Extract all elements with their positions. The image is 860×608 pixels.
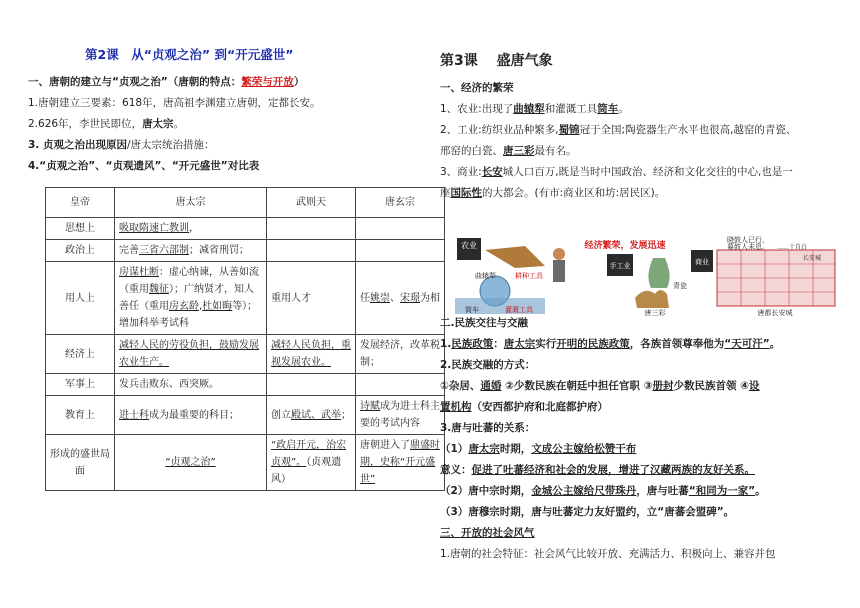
cell: 减轻人民负担，重视发展农业。	[267, 335, 356, 374]
svg-text:唐三彩: 唐三彩	[644, 309, 666, 316]
economy-heading: 一、经济的繁荣	[440, 82, 514, 94]
lesson3-title: 第3课 盛唐气象	[440, 53, 553, 69]
table-row	[46, 374, 445, 396]
cell: “政启开元，治宏贞观”。（贞观遗风）	[267, 435, 356, 491]
cell	[356, 240, 445, 262]
cell: 减轻人民的劳役负担，鼓励发展农业生产。	[115, 335, 267, 374]
cell	[356, 374, 445, 396]
plow-icon	[485, 246, 545, 268]
tubo-2: （2）唐中宗时期，金城公主嫁给尺带珠丹，唐与吐蕃“和同为一家”。	[440, 485, 766, 497]
svg-text:耕种工具: 耕种工具	[515, 272, 543, 280]
cell	[267, 218, 356, 240]
cell: 唐朝进入了鼎盛时期，史称“开元盛世”	[356, 435, 445, 491]
society-heading: 三、开放的社会风气	[440, 527, 535, 539]
cell: 重用人才	[267, 262, 356, 335]
economy-banner: 经济繁荣，发展迅速	[584, 241, 666, 251]
economy-illustration	[455, 236, 847, 316]
economy-industry: 2、工业:纺织业品种繁多,蜀锦冠于全国;陶瓷器生产水平也很高,越窑的青瓷、	[440, 124, 797, 136]
header-taizong: 唐太宗	[115, 188, 267, 218]
economy-agri: 1、农业:出现了曲辕犁和灌溉工具筒车。	[440, 103, 629, 115]
economy-illustration-svg	[455, 236, 847, 316]
cell: 完善三省六部制；减省刑罚；	[115, 240, 267, 262]
svg-text:晓鼓人已行，: 晓鼓人已行，	[727, 236, 769, 244]
comparison-table	[45, 187, 445, 491]
tag-industry: 手工业	[609, 262, 631, 270]
point-1: 1.唐朝建立三要素：618年，唐高祖李渊建立唐朝，定都长安。	[28, 97, 321, 109]
lesson2-title: 第2课 从“贞观之治” 到“开元盛世”	[85, 47, 294, 62]
section1-heading: 一、唐朝的建立与“贞观之治”（唐朝的特点：繁荣与开放）	[28, 76, 305, 88]
svg-text:曲辕犁: 曲辕犁	[475, 272, 496, 280]
ethnic-heading: 二.民族交往与交融	[440, 317, 528, 329]
cell: 诗赋成为进士科主要的考试内容	[356, 396, 445, 435]
svg-text:……十自白: ……十自白	[777, 244, 808, 251]
svg-text:暮鼓人未息。: 暮鼓人未息。	[727, 243, 769, 251]
row-label: 用人上	[46, 262, 115, 335]
cell	[267, 240, 356, 262]
row-label: 教育上	[46, 396, 115, 435]
economy-commerce-2: 座国际性的大都会。(有市:商业区和坊:居民区)。	[440, 187, 666, 199]
ethnic-ways-2: 置机构（安西都护府和北庭都护府）	[440, 401, 608, 413]
cell: 进士科成为最重要的科目；	[115, 396, 267, 435]
svg-text:长安城: 长安城	[803, 255, 822, 262]
tubo-heading: 3.唐与吐蕃的关系：	[440, 422, 536, 434]
cell	[356, 218, 445, 240]
point-3: 3. 贞观之治出现原因/唐太宗统治措施：	[28, 139, 215, 151]
table-row	[46, 218, 445, 240]
cell	[267, 374, 356, 396]
point-2: 2.626年，李世民即位，唐太宗。	[28, 118, 185, 130]
cell: 任姚崇、宋璟为相	[356, 262, 445, 335]
table-row	[46, 262, 445, 335]
table-row	[46, 240, 445, 262]
tubo-significance: 意义：促进了吐蕃经济和社会的发展，增进了汉藏两族的友好关系。	[440, 464, 755, 476]
tag-commerce: 商业	[695, 258, 709, 266]
header-xuanzong: 唐玄宗	[356, 188, 445, 218]
row-label: 思想上	[46, 218, 115, 240]
cell: 创立殿试、武举；	[267, 396, 356, 435]
svg-text:唐都长安城: 唐都长安城	[757, 309, 793, 316]
row-label: 军事上	[46, 374, 115, 396]
svg-text:筒车: 筒车	[465, 306, 479, 314]
tubo-1: （1）唐太宗时期，文成公主嫁给松赞干布	[440, 443, 637, 455]
tag-agri: 农业	[461, 241, 477, 250]
point-4: 4.“贞观之治”、“贞观遗风”、“开元盛世”对比表	[28, 160, 260, 172]
table-row	[46, 435, 445, 491]
svg-text:青瓷: 青瓷	[673, 282, 687, 290]
cell: “贞观之治”	[115, 435, 267, 491]
camel-figure-icon	[635, 290, 669, 308]
header-wuzetian: 武则天	[267, 188, 356, 218]
cell: 发兵击败东、西突厥。	[115, 374, 267, 396]
header-emperor: 皇帝	[46, 188, 115, 218]
cell: 发展经济，改革税制；	[356, 335, 445, 374]
svg-text:灌溉工具: 灌溉工具	[505, 306, 533, 314]
tubo-3: （3）唐穆宗时期，唐与吐蕃定力友好盟约，立“唐蕃会盟碑”。	[440, 506, 735, 518]
celadon-vase-icon	[648, 258, 669, 288]
table-row	[46, 396, 445, 435]
table-row	[46, 335, 445, 374]
ethnic-ways-heading: 2.民族交融的方式：	[440, 359, 536, 371]
ethnic-policy: 1.民族政策：唐太宗实行开明的民族政策，各族首领尊奉他为“天可汗”。	[440, 338, 781, 350]
society-1: 1.唐朝的社会特征：社会风气比较开放、充满活力、积极向上、兼容并包	[440, 548, 776, 560]
economy-industry-2: 邢窑的白瓷、唐三彩最有名。	[440, 145, 577, 157]
row-label: 形成的盛世局面	[46, 435, 115, 491]
row-label: 经济上	[46, 335, 115, 374]
table-header-row	[46, 188, 445, 218]
cell: 房谋杜断：虚心纳谏，从善如流（重用魏征）；广纳贤才，知人善任（重用房玄龄,杜如晦等）；增加科举考试科	[115, 262, 267, 335]
cell: 吸取隋速亡教训，	[115, 218, 267, 240]
ethnic-ways: ①杂居、通婚 ②少数民族在朝廷中担任官职 ③册封少数民族首领 ④设	[440, 380, 760, 392]
economy-commerce: 3、商业:长安城人口百万,既是当时中国政治、经济和文化交往的中心,也是一	[440, 166, 793, 178]
row-label: 政治上	[46, 240, 115, 262]
